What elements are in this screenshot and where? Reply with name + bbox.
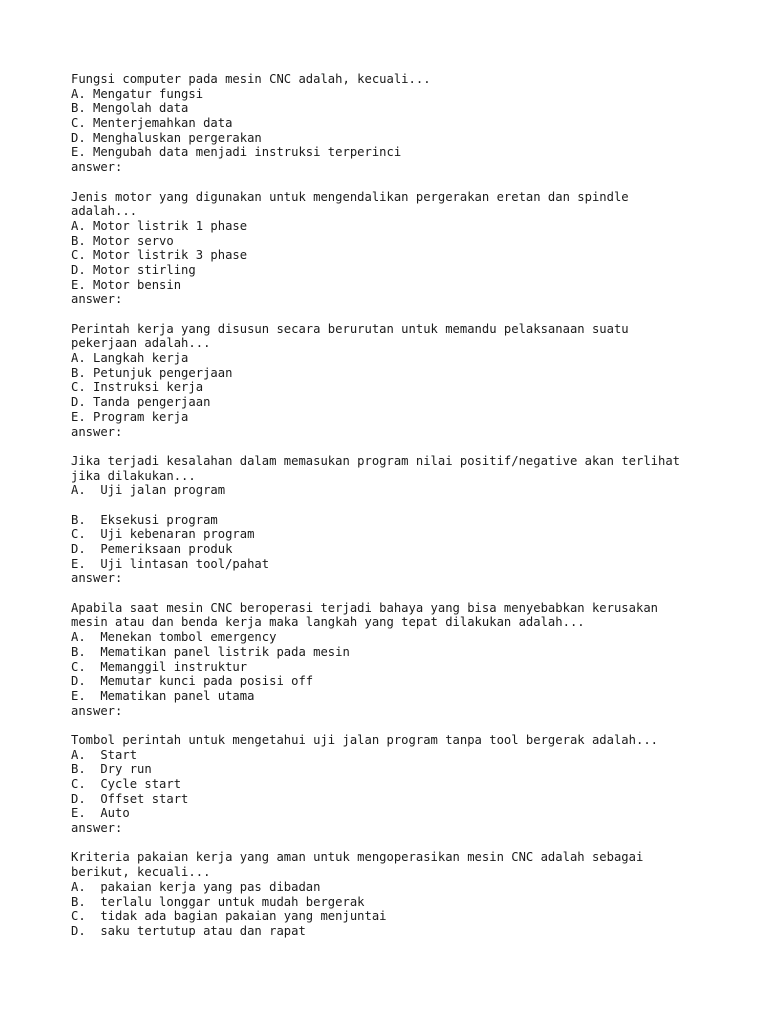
answer-option: C. Motor listrik 3 phase <box>71 248 248 263</box>
answer-option: B. Eksekusi program <box>71 512 218 527</box>
question-text: mesin atau dan benda kerja maka langkah yang tepat dilakukan adalah... <box>71 615 585 630</box>
question-text: pekerjaan adalah... <box>71 336 211 351</box>
question-text: Kriteria pakaian kerja yang aman untuk mengoperasikan mesin CNC adalah sebagai <box>71 850 644 865</box>
answer-option: B. Mematikan panel listrik pada mesin <box>71 644 350 659</box>
question-block <box>71 601 731 719</box>
question-text: adalah... <box>71 204 138 219</box>
question-block <box>71 72 731 175</box>
answer-option: A. Mengatur fungsi <box>71 86 204 101</box>
question-text: Perintah kerja yang disusun secara berurutan untuk memandu pelaksanaan suatu <box>71 321 629 336</box>
question-text: Tombol perintah untuk mengetahui uji jalan program tanpa tool bergerak adalah... <box>71 732 658 747</box>
answer-option: E. Uji lintasan tool/pahat <box>71 556 270 571</box>
answer-option: D. Motor stirling <box>71 262 196 277</box>
answer-option: D. Offset start <box>71 791 189 806</box>
answer-option: E. Motor bensin <box>71 277 182 292</box>
question-block <box>71 850 731 938</box>
question-text: Fungsi computer pada mesin CNC adalah, kecuali... <box>71 72 431 86</box>
answer-option: E. Mengubah data menjadi instruksi terperinci <box>71 145 402 160</box>
answer-label: answer: <box>71 160 123 175</box>
answer-option: B. Mengolah data <box>71 101 189 116</box>
document-page <box>71 72 731 953</box>
question-block <box>71 190 731 308</box>
answer-option: B. terlalu longgar untuk mudah bergerak <box>71 894 365 909</box>
answer-option: D. saku tertutup atau dan rapat <box>71 923 306 938</box>
answer-option: C. Cycle start <box>71 777 182 791</box>
answer-label: answer: <box>71 292 123 307</box>
answer-option: A. pakaian kerja yang pas dibadan <box>71 879 321 894</box>
question-block <box>71 454 731 586</box>
question-block <box>71 322 731 440</box>
answer-option: E. Program kerja <box>71 409 189 424</box>
answer-option: A. Motor listrik 1 phase <box>71 218 248 233</box>
answer-label: answer: <box>71 571 123 586</box>
answer-label: answer: <box>71 703 123 718</box>
answer-option: D. Memutar kunci pada posisi off <box>71 674 314 689</box>
answer-label: answer: <box>71 821 123 836</box>
answer-option: C. Uji kebenaran program <box>71 527 255 542</box>
answer-option: D. Tanda pengerjaan <box>71 395 211 410</box>
answer-option: B. Dry run <box>71 762 152 777</box>
question-block <box>71 733 731 836</box>
answer-option <box>71 498 731 513</box>
answer-option: D. Menghaluskan pergerakan <box>71 130 262 145</box>
answer-option: E. Auto <box>71 806 130 821</box>
answer-option: A. Start <box>71 747 138 762</box>
answer-option: B. Petunjuk pengerjaan <box>71 365 233 380</box>
question-text: jika dilakukan... <box>71 468 196 483</box>
answer-option: C. Memanggil instruktur <box>71 659 248 674</box>
answer-option: B. Motor servo <box>71 233 174 248</box>
answer-option: E. Mematikan panel utama <box>71 688 255 703</box>
question-text: Apabila saat mesin CNC beroperasi terjadi bahaya yang bisa menyebabkan kerusakan <box>71 600 658 615</box>
answer-option: A. Uji jalan program <box>71 483 226 498</box>
question-text: Jenis motor yang digunakan untuk mengendalikan pergerakan eretan dan spindle <box>71 189 629 204</box>
answer-option: A. Menekan tombol emergency <box>71 630 277 645</box>
answer-label: answer: <box>71 424 123 439</box>
question-text: berikut, kecuali... <box>71 865 211 880</box>
answer-option: C. Menterjemahkan data <box>71 116 233 131</box>
answer-option: C. Instruksi kerja <box>71 380 204 395</box>
answer-option: C. tidak ada bagian pakaian yang menjuntai <box>71 909 387 924</box>
answer-option: D. Pemeriksaan produk <box>71 542 233 556</box>
question-text: Jika terjadi kesalahan dalam memasukan program nilai positif/negative akan terlihat <box>71 453 681 468</box>
answer-option: A. Langkah kerja <box>71 351 189 366</box>
